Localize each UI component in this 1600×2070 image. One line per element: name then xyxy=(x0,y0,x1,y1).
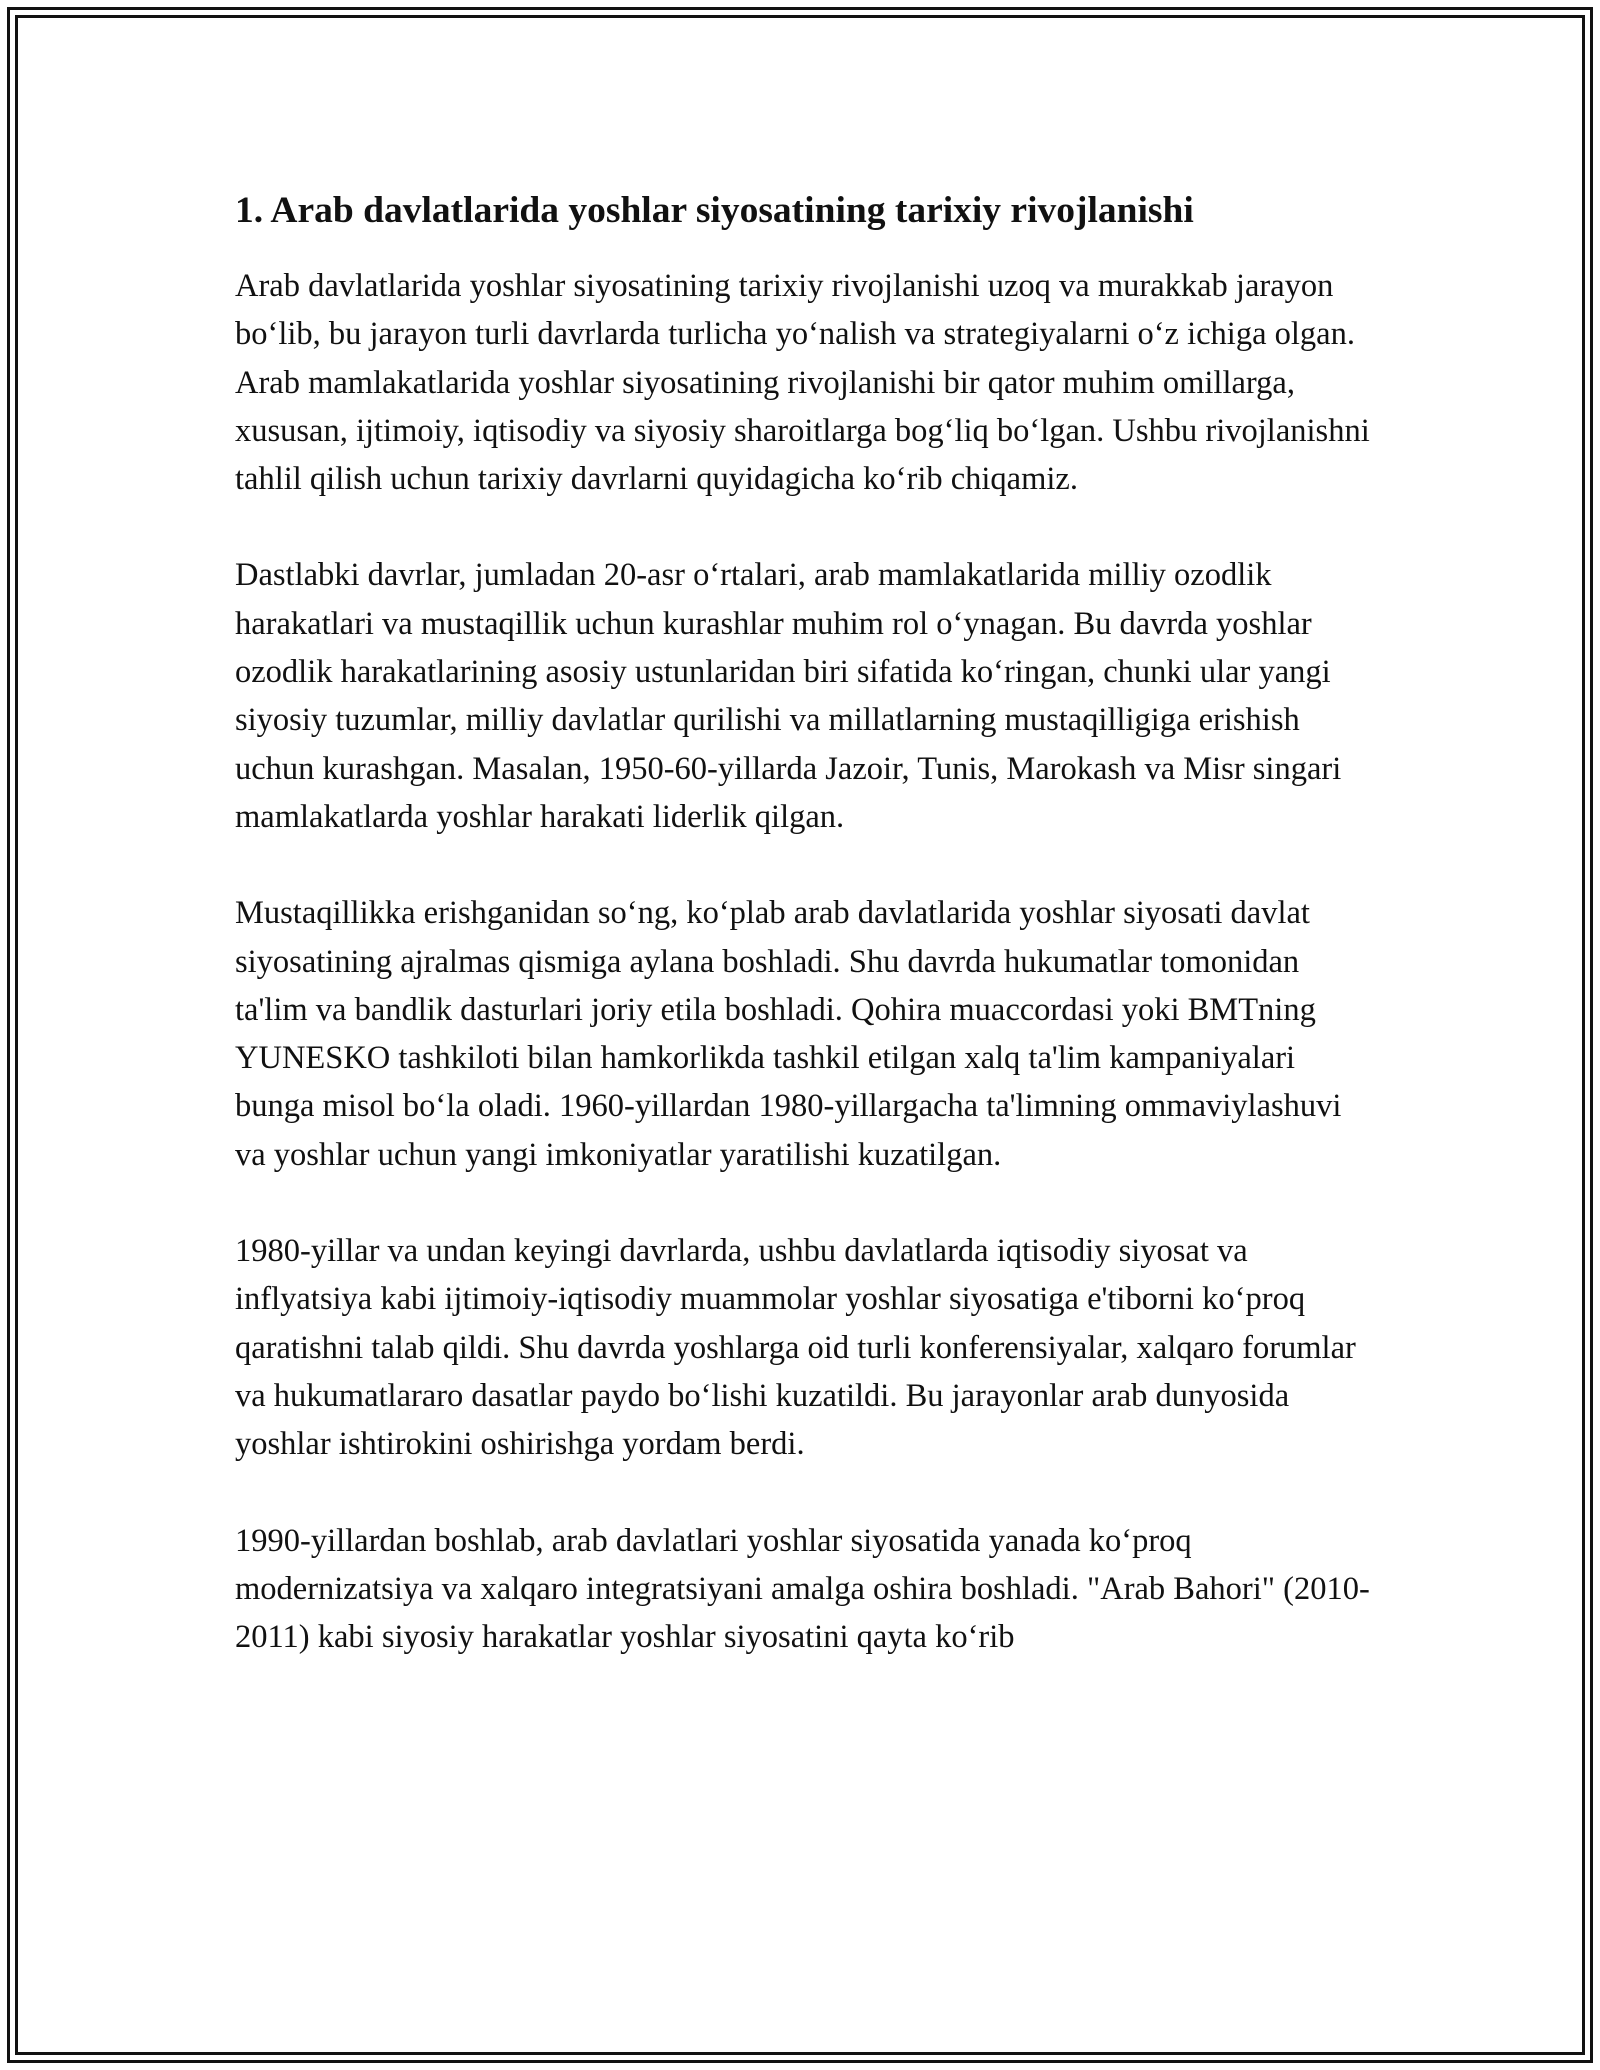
paragraph-3: Mustaqillikka erishganidan so‘ng, ko‘plab arab davlatlarida yoshlar siyosati davlat siyosatining ajralmas qismiga aylana boshladi. Shu davrda hukumatlar tomonidan ta'lim va bandlik dasturlari joriy etila boshladi. Qohira muaccordasi yoki BMTning YUNESKO tashkiloti bilan hamkorlikda tashkil etilgan xalq ta'lim kampaniyalari bunga misol bo‘la oladi. 1960-yillardan 1980-yillargacha ta'limning ommaviylashuvi va yoshlar uchun yangi imkoniyatlar yaratilishi kuzatilgan. xyxy=(235,895,1342,1173)
paragraph-4: 1980-yillar va undan keyingi davrlarda, ushbu davlatlarda iqtisodiy siyosat va inflyatsiya kabi ijtimoiy-iqtisodiy muammolar yoshlar siyosatiga e'tiborni ko‘proq qaratishni talab qildi. Shu davrda yoshlarga oid turli konferensiyalar, xalqaro forumlar va hukumatlararo dasatlar paydo bo‘lishi kuzatildi. Bu jarayonlar arab dunyosida yoshlar ishtirokini oshirishga yordam berdi. xyxy=(235,1233,1356,1463)
paragraph-1: Arab davlatlarida yoshlar siyosatining tarixiy rivojlanishi uzoq va murakkab jarayon bo‘lib, bu jarayon turli davrlarda turlicha yo‘nalish va strategiyalarni o‘z ichiga olgan. Arab mamlakatlarida yoshlar siyosatining rivojlanishi bir qator muhim omillarga, xususan, ijtimoiy, iqtisodiy va siyosiy sharoitlarga bog‘liq bo‘lgan. Ushbu rivojlanishni tahlil qilish uchun tarixiy davrlarni quyidagicha ko‘rib chiqamiz. xyxy=(235,268,1370,498)
section-heading: 1. Arab davlatlarida yoshlar siyosatining tarixiy rivojlanishi xyxy=(235,190,1194,231)
paragraph-2: Dastlabki davrlar, jumladan 20-asr o‘rtalari, arab mamlakatlarida milliy ozodlik harakatlari va mustaqillik uchun kurashlar muhim rol o‘ynagan. Bu davrda yoshlar ozodlik harakatlarining asosiy ustunlaridan biri sifatida ko‘ringan, chunki ular yangi siyosiy tuzumlar, milliy davlatlar qurilishi va millatlarning mustaqilligiga erishish uchun kurashgan. Masalan, 1950-60-yillarda Jazoir, Tunis, Marokash va Misr singari mamlakatlarda yoshlar harakati liderlik qilgan. xyxy=(235,557,1342,835)
document-body xyxy=(235,186,1375,1661)
paragraph-5: 1990-yillardan boshlab, arab davlatlari yoshlar siyosatida yanada ko‘proq modernizatsiya va xalqaro integratsiyani amalga oshira boshladi. "Arab Bahori" (2010-2011) kabi siyosiy harakatlar yoshlar siyosatini qayta ko‘rib xyxy=(235,1522,1370,1656)
